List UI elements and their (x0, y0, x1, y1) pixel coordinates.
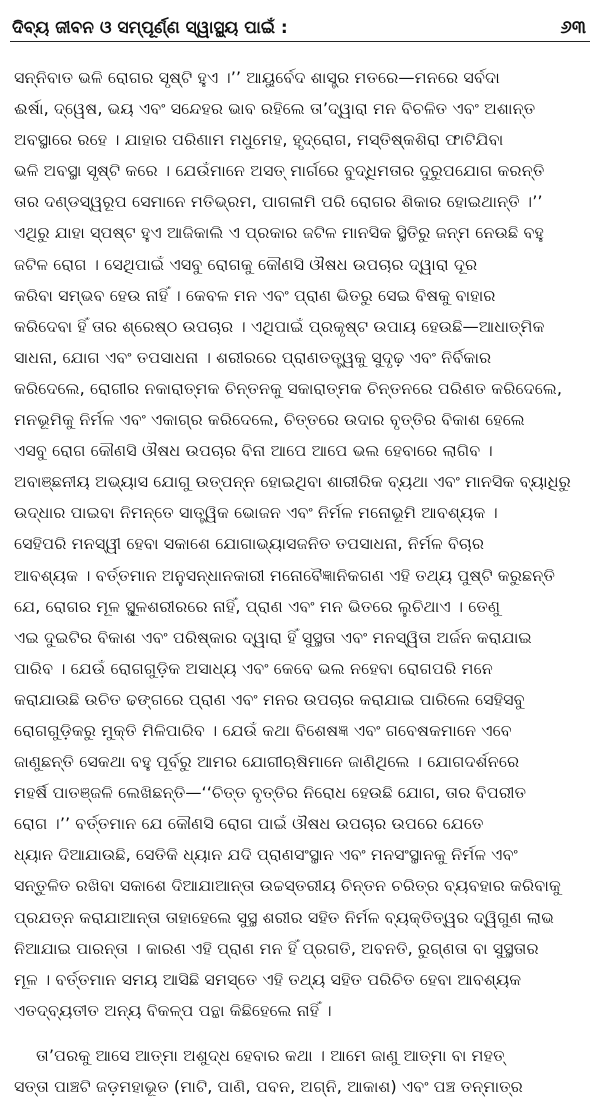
text-line: ଭଳି ଅବସ୍ଥା ସୃଷ୍ଟି କରେ । ଯେଉଁମାନେ ଅସତ୍ ମାର୍ଗରେ ବୁଦ୍ଧିମତାର ଦୁରୁପଯୋଗ କରନ୍ତି (14, 161, 545, 181)
text-line: ସାଧନା, ଯୋଗ ଏବଂ ତପସାଧନା । ଶରୀରରେ ପ୍ରାଣତତ୍ତ୍ୱକୁ ସୁଦୃଢ଼ ଏବଂ ନିର୍ବିକାର (14, 347, 492, 367)
text-line: ମୂଳ । ବର୍ତ୍ତମାନ ସମୟ ଆସିଛି ସମସ୍ତେ ଏହି ତଥ୍ୟ ସହିତ ପରିଚିତ ହେବା ଆବଶ୍ୟକ (14, 969, 522, 989)
header-rule (10, 41, 590, 42)
paragraph-2 (14, 1040, 586, 1102)
body-text (14, 62, 586, 1102)
text-line: ଉଦ୍ଧାର ପାଇବା ନିମନ୍ତେ ସାତ୍ତ୍ୱିକ ଭୋଜନ ଏବଂ ନିର୍ମଳ ମନୋଭୂମି ଆବଶ୍ୟକ । (14, 503, 498, 523)
text-line: ସନ୍ନିବାତ ଭଳି ରୋଗର ସୃଷ୍ଟି ହୁଏ ।’’ ଆୟୁର୍ବେଦ ଶାସ୍ତ୍ର ମତରେ—ମନରେ ସର୍ବଦା (14, 68, 500, 87)
text-line: ଏଥିରୁ ଯାହା ସ୍ପଷ୍ଟ ହୁଏ ଆଜିକାଲି ଏ ପ୍ରକାର ଜଟିଳ ମାନସିକ ସ୍ଥିତିରୁ ଜନ୍ମ ନେଉଛି ବହୁ (14, 223, 544, 243)
text-line: ପାରିବ । ଯେଉଁ ରୋଗଗୁଡ଼ିକ ଅସାଧ୍ୟ ଏବଂ କେବେ ଭଲ ନହେବା ରୋଗପରି ମନେ (14, 658, 493, 678)
text-line: ମହର୍ଷି ପାତଞ୍ଜଳି ଲେଖିଛନ୍ତି—‘‘ଚିତ୍ତ ବୃତ୍ତିର ନିରୋଧ ହେଉଛି ଯୋଗ, ତାର ବିପରୀତ (14, 783, 527, 803)
text-line: ଏଇ ଦୁଇଟିର ବିକାଶ ଏବଂ ପରିଷ୍କାର ଦ୍ୱାରା ହିଁ ସୁସ୍ଥତା ଏବଂ ମନସ୍ୱିତା ଅର୍ଜନ କରାଯାଇ (14, 627, 532, 647)
text-line: ଜଟିଳ ରୋଗ । ସେଥିପାଇଁ ଏସବୁ ରୋଗକୁ କୌଣସି ଔଷଧ ଉପଚାର ଦ୍ୱାରା ଦୂର (14, 254, 478, 274)
text-line: ଏତଦ୍‌ବ୍ୟତୀତ ଅନ୍ୟ ବିକଳ୍ପ ପନ୍ଥା କିଛିହେଲେ ନାହିଁ । (14, 1000, 332, 1020)
text-line: ସନ୍ତୁଳିତ ରଖିବା ସକାଶେ ଦିଆଯାଆନ୍ତା ଉଚ୍ଚସ୍ତରୀୟ ଚିନ୍ତନ ଚରିତ୍ର ବ୍ୟବହାର କରିବାକୁ (14, 876, 561, 896)
text-line: ଜାଣୁଛନ୍ତି ସେକଥା ବହୁ ପୂର୍ବରୁ ଆମର ଯୋଗୀଋଷିମାନେ ଜାଣିଥିଲେ । ଯୋଗଦର୍ଶନରେ (14, 752, 520, 772)
text-line: ତାର ଦଣ୍ଡସ୍ୱରୂପ ସେମାନେ ମତିଭ୍ରମ, ପାଗଳାମି ପରି ରୋଗର ଶିକାର ହୋଇଥାନ୍ତି ।’’ (14, 192, 543, 212)
text-line: ତା’ପରକୁ ଆସେ ଆତ୍ମା ଅଶୁଦ୍ଧ ହେବାର କଥା । ଆମେ ଜାଣୁ ଆତ୍ମା ବା ମହତ୍ (36, 1045, 505, 1065)
text-line: ରୋଗଗୁଡ଼ିକରୁ ମୁକ୍ତି ମିଳିପାରିବ । ଯେଉଁ କଥା ବିଶେଷଜ୍ଞ ଏବଂ ଗବେଷକମାନେ ଏବେ (14, 720, 512, 740)
text-line: ମନଭୂମିକୁ ନିର୍ମଳ ଏବଂ ଏକାଗ୍ର କରିଦେଲେ, ଚିତ୍ତରେ ଉଦାର ବୃତ୍ତିର ବିକାଶ ହେଲେ (14, 410, 525, 430)
running-title: ଦିବ୍ୟ ଜୀବନ ଓ ସମ୍ପୂର୍ଣ୍ଣ ସ୍ୱାସ୍ଥ୍ୟ ପାଇଁ : (12, 18, 288, 38)
page-number: ୬୩ (560, 17, 586, 38)
text-line: ନିଆଯାଇ ପାରନ୍ତା । କାରଣ ଏହି ପ୍ରାଣ ମନ ହିଁ ପ୍ରଗତି, ଅବନତି, ରୁଗ୍ଣତା ବା ସୁସ୍ଥତାର (14, 938, 539, 958)
text-line: ଅବାଞ୍ଛନୀୟ ଅଭ୍ୟାସ ଯୋଗୁ ଉତ୍ପନ୍ନ ହୋଇଥିବା ଶାରୀରିକ ବ୍ୟଥା ଏବଂ ମାନସିକ ବ୍ୟାଧିରୁ (14, 472, 571, 492)
paragraph-gap (14, 1026, 586, 1040)
text-line: ରୋଗ ।’’ ବର୍ତ୍ତମାନ ଯେ କୌଣସି ରୋଗ ପାଇଁ ଔଷଧ ଉପଚାର ଉପରେ ଯେତେ (14, 814, 484, 834)
text-line: କରାଯାଉଛି ଉଚିତ ଢଙ୍ଗରେ ପ୍ରାଣ ଏବଂ ମନର ଉପଚାର କରାଯାଇ ପାରିଲେ ସେହିସବୁ (14, 689, 525, 709)
text-line: ଈର୍ଷା, ଦ୍ୱେଷ, ଭୟ ଏବଂ ସନ୍ଦେହର ଭାବ ରହିଲେ ତା’ଦ୍ୱାରା ମନ ବିଚଳିତ ଏବଂ ଅଶାନ୍ତ (14, 99, 536, 119)
text-line: ଏସବୁ ରୋଗ କୌଣସି ଔଷଧ ଉପଚାର ବିନା ଆପେ ଆପେ ଭଲ ହେବାରେ ଲାଗିବ । (14, 441, 493, 461)
text-line: କରିବା ସମ୍ଭବ ହେଉ ନାହିଁ । କେବଳ ମନ ଏବଂ ପ୍ରାଣ ଭିତରୁ ସେଇ ବିଷକୁ ବାହାର (14, 285, 496, 305)
paragraph-1 (14, 62, 586, 1026)
text-line: ସେହିପରି ମନସ୍ୱୀ ହେବା ସକାଶେ ଯୋଗାଭ୍ୟାସଜନିତ ତପସାଧନା, ନିର୍ମଳ ବିଚାର (14, 534, 485, 554)
text-line: ଅବସ୍ଥାରେ ରହେ । ଯାହାର ପରିଣାମ ମଧୁମେହ, ହୃଦ୍‌ରୋଗ, ମସ୍ତିଷ୍କଶିରା ଫାଟିଯିବା (14, 130, 504, 150)
text-line: ଧ୍ୟାନ ଦିଆଯାଉଛି, ସେତିକି ଧ୍ୟାନ ଯଦି ପ୍ରାଣସଂସ୍ଥାନ ଏବଂ ମନସଂସ୍ଥାନକୁ ନିର୍ମଳ ଏବଂ (14, 845, 518, 865)
text-line: ପ୍ରଯତ୍ନ କରାଯାଆନ୍ତା ତାହାହେଲେ ସୁସ୍ଥ ଶରୀର ସହିତ ନିର୍ମଳ ବ୍ୟକ୍ତିତ୍ୱର ଦ୍ୱିଗୁଣ ଲାଭ (14, 907, 555, 927)
text-line: ସତ୍ତା ପାଞ୍ଚଟି ଜଡ଼ମହାଭୂତ (ମାଟି, ପାଣି, ପବନ, ଅଗ୍ନି, ଆକାଶ) ଏବଂ ପଞ୍ଚ ତନ୍ମାତ୍ର (14, 1077, 523, 1096)
running-header (12, 8, 586, 38)
text-line: କରିଦେଲେ, ରୋଗୀର ନକାରାତ୍ମକ ଚିନ୍ତନକୁ ସକାରାତ୍ମକ ଚିନ୍ତନରେ ପରିଣତ କରିଦେଲେ, (14, 378, 563, 398)
text-line: କରିଦେବା ହିଁ ତାର ଶ୍ରେଷ୍ଠ ଉପଚାର । ଏଥିପାଇଁ ପ୍ରକୃଷ୍ଟ ଉପାୟ ହେଉଛି—ଆଧାତ୍ମିକ (14, 316, 545, 336)
text-line: ଆବଶ୍ୟକ । ବର୍ତ୍ତମାନ ଅନୁସନ୍ଧାନକାରୀ ମନୋବୈଜ୍ଞାନିକଗଣ ଏହି ତଥ୍ୟ ପୁଷ୍ଟି କରୁଛନ୍ତି (14, 565, 555, 585)
text-line: ଯେ, ରୋଗର ମୂଳ ସ୍ଥୂଳଶରୀରରେ ନାହିଁ, ପ୍ରାଣ ଏବଂ ମନ ଭିତରେ ଲୁଚିଥାଏ । ତେଣୁ (14, 596, 501, 616)
